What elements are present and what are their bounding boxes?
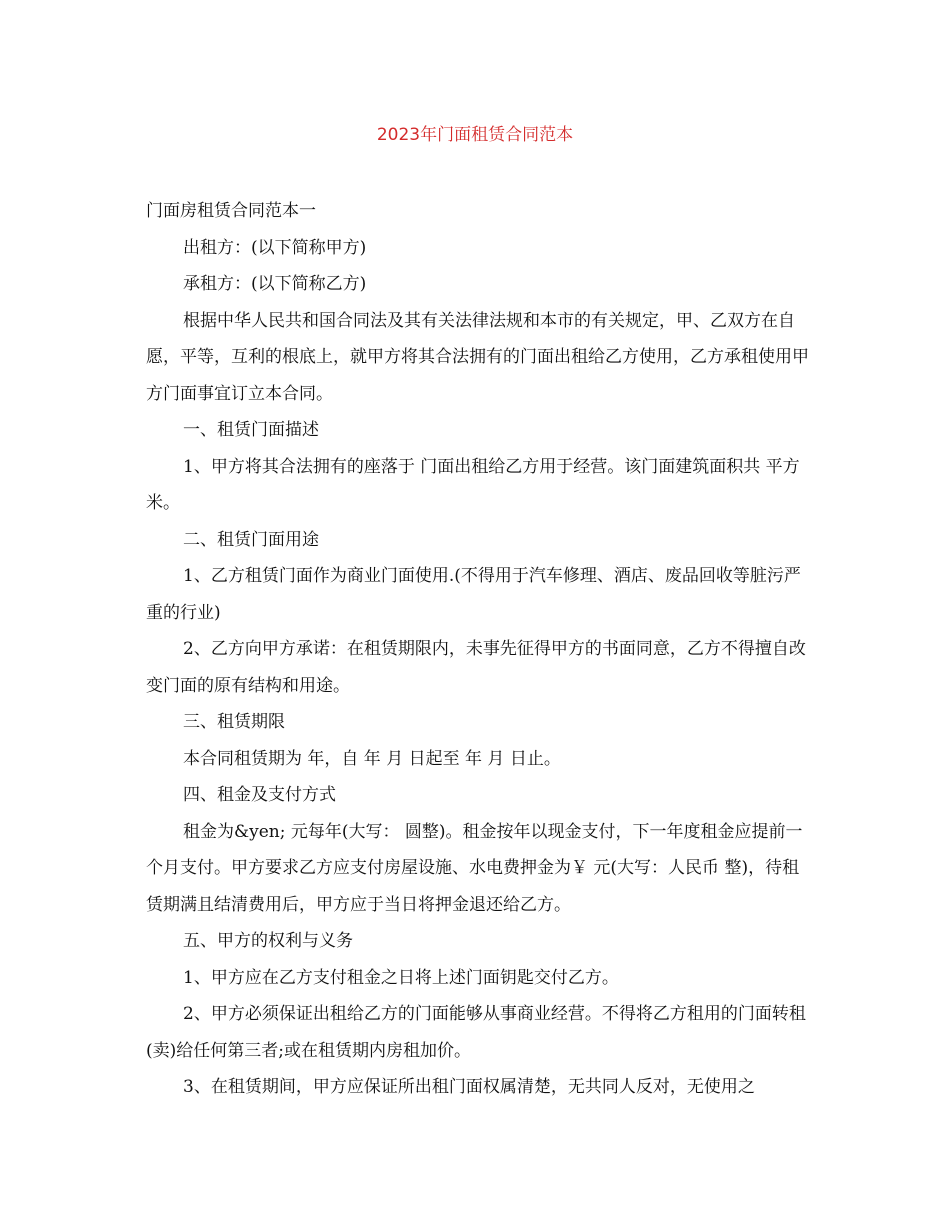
- clause-heading-3: 三、租赁期限: [183, 712, 285, 732]
- clause-heading-5: 五、甲方的权利与义务: [183, 931, 353, 951]
- clause-paragraph: 本合同租赁期为 年，自 年 月 日起至 年 月 日止。: [183, 748, 561, 769]
- lessor-line: 出租方：(以下简称甲方): [183, 237, 367, 258]
- clause-paragraph: 1、乙方租赁门面作为商业门面使用.(不得用于汽车修理、酒店、废品回收等脏污严重的行业): [146, 566, 801, 623]
- clause-paragraph: 租金为&yen; 元每年(大写： 圆整)。租金按年以现金支付，下一年度租金应提前一个月支付。甲方要求乙方应支付房屋设施、水电费押金为￥ 元(大写：人民币 整)，待租赁期满且结清费用后，甲方应于当日将押金退还给乙方。: [146, 821, 803, 915]
- clause-paragraph: 3、在租赁期间，甲方应保证所出租门面权属清楚，无共同人反对，无使用之: [183, 1077, 755, 1097]
- lessee-line: 承租方：(以下简称乙方): [183, 274, 367, 294]
- document-body: [146, 193, 811, 1106]
- clause-heading-1: 一、租赁门面描述: [183, 420, 319, 440]
- clause-paragraph: 2、甲方必须保证出租给乙方的门面能够从事商业经营。不得将乙方租用的门面转租(卖)给任何第三者;或在租赁期内房租加价。: [146, 1004, 806, 1061]
- section-heading: 门面房租赁合同范本一: [146, 201, 316, 221]
- clause-paragraph: 1、甲方应在乙方支付租金之日将上述门面钥匙交付乙方。: [183, 967, 619, 988]
- document-title: 2023年门面租赁合同范本: [376, 125, 574, 145]
- clause-heading-4: 四、租金及支付方式: [183, 785, 336, 805]
- clause-heading-2: 二、租赁门面用途: [183, 529, 319, 550]
- clause-paragraph: 2、乙方向甲方承诺：在租赁期限内，未事先征得甲方的书面同意，乙方不得擅自改变门面的原有结构和用途。: [146, 639, 806, 696]
- clause-paragraph: 1、甲方将其合法拥有的座落于 门面出租给乙方用于经营。该门面建筑面积共 平方米。: [146, 456, 800, 513]
- preamble-paragraph: 根据中华人民共和国合同法及其有关法律法规和本市的有关规定，甲、乙双方在自愿，平等，互利的根底上，就甲方将其合法拥有的门面出租给乙方使用，乙方承租使用甲方门面事宜订立本合同。: [146, 310, 809, 404]
